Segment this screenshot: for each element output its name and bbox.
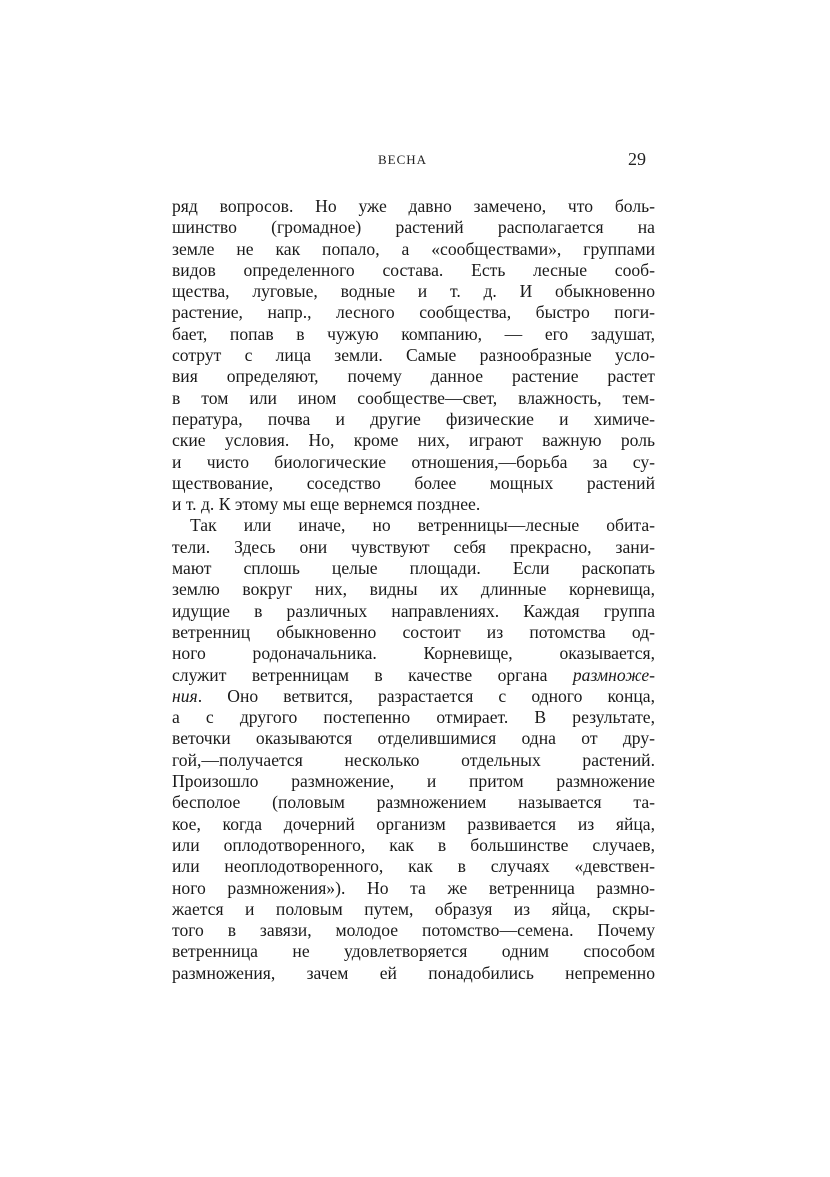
body-text [172,196,655,984]
text-line: а с другого постепенно отмирает. В результате, [172,707,655,728]
text-line: сотрут с лица земли. Самые разнообразные усло- [172,345,655,366]
page-number: 29 [628,149,646,169]
text-line: гой,—получается несколько отдельных растений. [172,749,655,770]
running-title: ВЕСНА [378,152,428,167]
text-line: земле не как попало, а «сообществами», группами [172,238,655,259]
text-line: или неоплодотворенного, как в случаях «девствен- [172,856,655,877]
text-fragment: . Оно ветвится, разрастается с одного конца, [197,685,655,706]
text-line: щества, луговые, водные и т. д. И обыкновенно [172,281,655,302]
italic-term: ния [172,685,198,706]
text-line: ществование, соседство более мощных растений [172,472,655,493]
text-line-with-italic [172,686,655,707]
text-line: ветренниц обыкновенно состоит из потомства од- [172,621,655,642]
italic-term: размноже- [572,664,655,685]
text-line: идущие в различных направлениях. Каждая группа [172,600,655,621]
text-line-with-italic [172,665,655,686]
text-line: того в завязи, молодое потомство—семена. Почему [172,920,655,941]
text-line: в том или ином сообществе—свет, влажность, тем- [172,387,655,408]
text-line: или оплодотворенного, как в большинстве случаев, [172,834,655,855]
text-line: и т. д. К этому мы еще вернемся позднее. [172,494,481,515]
text-line: бает, попав в чужую компанию, — его задушат, [172,323,655,344]
text-line: тели. Здесь они чувствуют себя прекрасно, зани- [172,536,655,557]
text-line: видов определенного состава. Есть лесные сооб- [172,259,655,280]
text-line: ного размножения»). Но та же ветренница размно- [172,877,655,898]
text-line: мают сплошь целые площади. Если раскопать [172,558,655,579]
text-line: вия определяют, почему данное растение растет [172,366,655,387]
text-line: ские условия. Но, кроме них, играют важную роль [172,430,655,451]
text-line: шинство (громадное) растений располагается на [172,217,655,238]
text-line: ветренница не удовлетворяется одним способом [172,941,655,962]
text-line: землю вокруг них, видны их длинные корневища, [172,579,655,600]
text-line: пература, почва и другие физические и химиче- [172,408,655,429]
text-line: размножения, зачем ей понадобились непременно [172,962,655,983]
text-line: ряд вопросов. Но уже давно замечено, что боль- [172,196,655,216]
text-line: веточки оказываются отделившимися одна от дру- [172,728,655,749]
text-line: бесполое (половым размножением называется та- [172,792,655,813]
text-line: жается и половым путем, образуя из яйца, скры- [172,898,655,919]
text-fragment: служит ветренницам в качестве органа [172,664,548,685]
text-line: и чисто биологические отношения,—борьба за су- [172,451,655,472]
text-line: Произошло размножение, и притом размножение [172,771,655,792]
text-line: кое, когда дочерний организм развивается из яйца, [172,813,655,834]
text-line: Так или иначе, но ветренницы—лесные обита- [190,515,655,536]
text-line: растение, напр., лесного сообщества, быстро поги- [172,302,655,323]
text-line: ного родоначальника. Корневище, оказывается, [172,643,655,664]
